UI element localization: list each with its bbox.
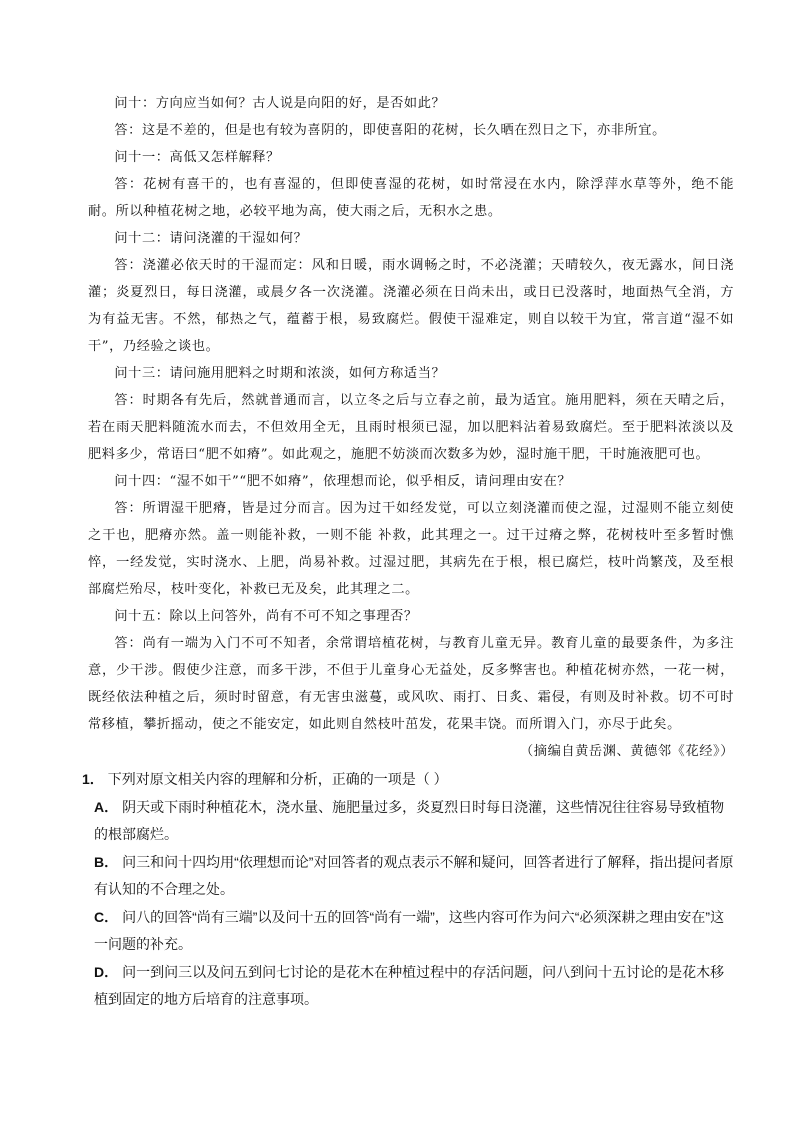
- question-stem-text: 下列对原文相关内容的理解和分析，正确的一项是（ ）: [107, 771, 448, 787]
- paragraph-a12: 答：浇灌必依天时的干湿而定：风和日暖，雨水调畅之时，不必浇灌；天晴较久，夜无露水，间日浇灌；炎夏烈日，每日浇灌，或晨夕各一次浇灌。浇灌必须在日尚未出，或日已没落时，地面热气全消，方为有益无害。不然，郁热之气，蕴蓄于根，易致腐烂。假使干湿难定，则自以较干为宜，常言道“湿不如干”，乃经验之谈也。: [88, 258, 734, 354]
- paragraph-q12: 问十二：请问浇灌的干湿如何？: [114, 231, 308, 246]
- question-number: 1．: [82, 771, 104, 787]
- option-d-label: D．: [94, 963, 119, 980]
- option-c-label: C．: [94, 908, 119, 925]
- option-d[interactable]: [94, 959, 734, 1014]
- option-d-text: 问一到问三以及问五到问七讨论的是花木在种植过程中的存活问题，问八到问十五讨论的是花木移植到固定的地方后培育的注意事项。: [94, 963, 725, 1007]
- paragraph-a14: 答：所谓湿干肥瘠，皆是过分而言。因为过干如经发觉，可以立刻浇灌而使之湿，过湿则不能立刻使之干也，肥瘠亦然。盖一则能补救，一则不能 补救，此其理之一。过干过瘠之弊，花树枝叶至多暂时憔悴，一经发觉，实时浇水、上肥，尚易补救。过湿过肥，其病先在于根，根已腐烂，枝叶尚繁茂，及至根部腐烂殆尽，枝叶变化，补救已无及矣，此其理之二。: [88, 501, 734, 597]
- question-1: [82, 766, 734, 1014]
- option-a-text: 阴天或下雨时种植花木，浇水量、施肥量过多，炎夏烈日时每日浇灌，这些情况往往容易导致植物的根部腐烂。: [94, 798, 725, 842]
- option-c-text: 问八的回答“尚有三端”以及问十五的回答“尚有一端”，这些内容可作为问六“必须深耕之理由安在”这一问题的补充。: [94, 908, 725, 952]
- paragraph-a10: 答：这是不差的，但是也有较为喜阴的，即使喜阳的花树，长久晒在烈日之下，亦非所宜。: [114, 123, 666, 138]
- option-a-label: A．: [94, 798, 119, 815]
- option-a[interactable]: [94, 794, 734, 849]
- paragraph-q11: 问十一：高低又怎样解释？: [114, 150, 280, 165]
- option-b[interactable]: [94, 849, 734, 904]
- question-stem: [82, 766, 734, 794]
- option-b-label: B．: [94, 853, 119, 870]
- paragraph-q10: 问十：方向应当如何？古人说是向阳的好，是否如此？: [114, 96, 446, 111]
- option-b-text: 问三和问十四均用“依理想而论”对回答者的观点表示不解和疑问，回答者进行了解释，指出提问者原有认知的不合理之处。: [94, 853, 734, 897]
- reading-passage: [88, 90, 734, 738]
- option-c[interactable]: [94, 904, 734, 959]
- source-citation: （摘编自黄岳渊、黄德邻《花经》）: [520, 744, 734, 759]
- paragraph-a13: 答：时期各有先后，然就普通而言，以立冬之后与立春之前，最为适宜。施用肥料，须在天晴之后，若在雨天肥料随流水而去，不但效用全无，且雨时根须已湿，加以肥料沾着易致腐烂。至于肥料浓淡以及肥料多少，常语曰“肥不如瘠”。如此观之，施肥不妨淡而次数多为妙，湿时施干肥，干时施液肥可也。: [88, 393, 734, 462]
- paragraph-q13: 问十三：请问施用肥料之时期和浓淡，如何方称适当？: [114, 366, 446, 381]
- paragraph-q14: 问十四：“湿不如干”“肥不如瘠”，依理想而论，似乎相反，请问理由安在？: [114, 474, 572, 489]
- document-page: [82, 90, 734, 1014]
- paragraph-a15: 答：尚有一端为入门不可不知者，余常谓培植花树，与教育儿童无异。教育儿童的最要条件，为多注意，少干涉。假使少注意，而多干涉，不但于儿童身心无益处，反多弊害也。种植花树亦然，一花一树，既经依法种植之后，须时时留意，有无害虫滋蔓，或风吹、雨打、日炙、霜侵，有则及时补救。切不可时常移植，攀折摇动，使之不能安定，如此则自然枝叶茁发，花果丰饶。而所谓入门，亦尽于此矣。: [88, 636, 734, 732]
- paragraph-a11: 答：花树有喜干的，也有喜湿的，但即使喜湿的花树，如时常浸在水内，除浮萍水草等外，绝不能耐。所以种植花树之地，必较平地为高，使大雨之后，无积水之患。: [88, 177, 734, 219]
- paragraph-q15: 问十五：除以上问答外，尚有不可不知之事理否？: [114, 609, 418, 624]
- options-list: [82, 794, 734, 1014]
